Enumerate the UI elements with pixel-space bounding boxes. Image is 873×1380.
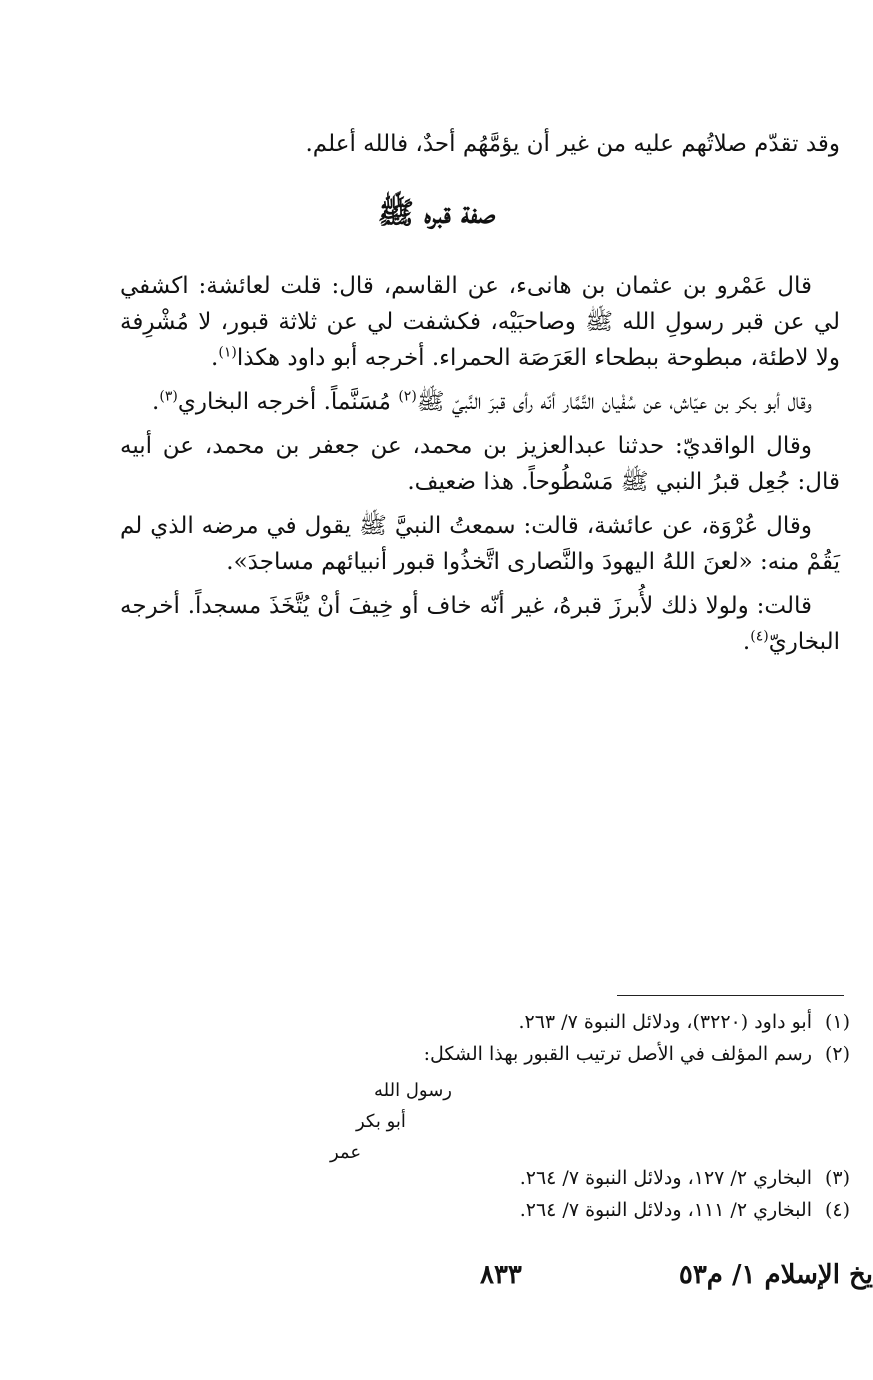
footnote-4-text: البخاري ٢/ ١١١، ودلائل النبوة ٧/ ٢٦٤. xyxy=(519,1199,812,1221)
footnote-4 xyxy=(200,1196,850,1224)
paragraph-2: وقال أبو بكر بن عيّاش، عن سُفْيان التَّمَّار أنّه رأى قبرَ النَّبيّ ﷺ$^{(٢)}$ مُسَنَّماً. أخرجه البخاري$^{(٣)}$. xyxy=(152,388,812,415)
intro-paragraph: وقد تقدّم صلاتُهم عليه من غير أن يؤمَّهُم أحدٌ، فالله أعلم. xyxy=(305,131,840,157)
footnote-2 xyxy=(200,1040,850,1068)
footnote-divider xyxy=(617,995,844,996)
footnote-ref-3: (٣) xyxy=(159,388,178,405)
main-text xyxy=(120,268,840,660)
footnote-1 xyxy=(200,1008,850,1036)
footnote-1-number: (١) xyxy=(824,1011,850,1033)
paragraph-3: وقال الواقديّ: حدثنا عبدالعزيز بن محمد، عن جعفر بن محمد، عن أبيه قال: جُعِل قبرُ النبي ﷺ مَسْطُوحاً. هذا ضعيف. xyxy=(120,433,840,495)
footnote-ref-4: (٤) xyxy=(750,628,769,645)
footnote-ref-2: (٢) xyxy=(398,388,417,405)
paragraph-2b-text: مُسَنَّماً. أخرجه البخاري xyxy=(177,389,391,415)
diagram-grave-3: عمر xyxy=(330,1142,362,1163)
page-number: ٨٣٣ xyxy=(480,1260,522,1290)
footnote-2-number: (٢) xyxy=(824,1043,850,1065)
book-title-footer: يخ الإسلام ١/ م٥٣ xyxy=(678,1260,873,1290)
paragraph-4: وقال عُرْوَة، عن عائشة، قالت: سمعتُ النبيَّ ﷺ يقول في مرضه الذي لم يَقُمْ منه: «لعنَ اللهُ اليهودَ والنَّصارى اتَّخذُوا قبور أنبيائهم مساجدَ». xyxy=(120,513,840,575)
footnote-1-text: أبو داود (٣٢٢٠)، ودلائل النبوة ٧/ ٢٦٣. xyxy=(518,1011,812,1033)
footnote-3-text: البخاري ٢/ ١٢٧، ودلائل النبوة ٧/ ٢٦٤. xyxy=(519,1167,812,1189)
footnote-2-text: رسم المؤلف في الأصل ترتيب القبور بهذا الشكل: xyxy=(423,1043,812,1065)
footnote-3-number: (٣) xyxy=(824,1167,850,1189)
paragraph-1-text: قال عَمْرو بن عثمان بن هانىء، عن القاسم، قال: قلت لعائشة: اكشفي لي عن قبر رسولِ الله ﷺ وصاحبَيْه، فكشفت لي عن ثلاثة قبور، لا مُشْرِفة ولا لاطئة، مبطوحة ببطحاء العَرَصَة الحمراء. أخرجه أبو داود هكذا xyxy=(120,273,840,371)
diagram-grave-1: رسول الله xyxy=(374,1080,452,1101)
footnote-3 xyxy=(200,1164,850,1192)
paragraph-5-text: قالت: ولولا ذلك لأُبرزَ قبرهُ، غير أنّه خاف أو خِيفَ أنْ يُتَّخَذَ مسجداً. أخرجه البخاريّ xyxy=(120,593,840,655)
paragraph-1: قال عَمْرو بن عثمان بن هانىء، عن القاسم، قال: قلت لعائشة: اكشفي لي عن قبر رسولِ الله ﷺ وصاحبَيْه، فكشفت لي عن ثلاثة قبور، لا مُشْرِفة ولا لاطئة، مبطوحة ببطحاء العَرَصَة الحمراء. أخرجه أبو داود هكذا$^{(١)}$. xyxy=(120,273,840,371)
paragraph-2-text: وقال أبو بكر بن عيّاش، عن سُفْيان التَّمَّار أنّه رأى قبرَ النَّبيّ ﷺ xyxy=(416,389,812,415)
diagram-grave-2: أبو بكر xyxy=(356,1111,406,1132)
footnote-4-number: (٤) xyxy=(824,1199,850,1221)
footnote-ref-1: (١) xyxy=(218,344,237,361)
section-heading: صفة قبره ﷺ xyxy=(377,196,496,231)
paragraph-5: قالت: ولولا ذلك لأُبرزَ قبرهُ، غير أنّه خاف أو خِيفَ أنْ يُتَّخَذَ مسجداً. أخرجه البخاريّ$^{(٤)}$. xyxy=(120,593,840,655)
